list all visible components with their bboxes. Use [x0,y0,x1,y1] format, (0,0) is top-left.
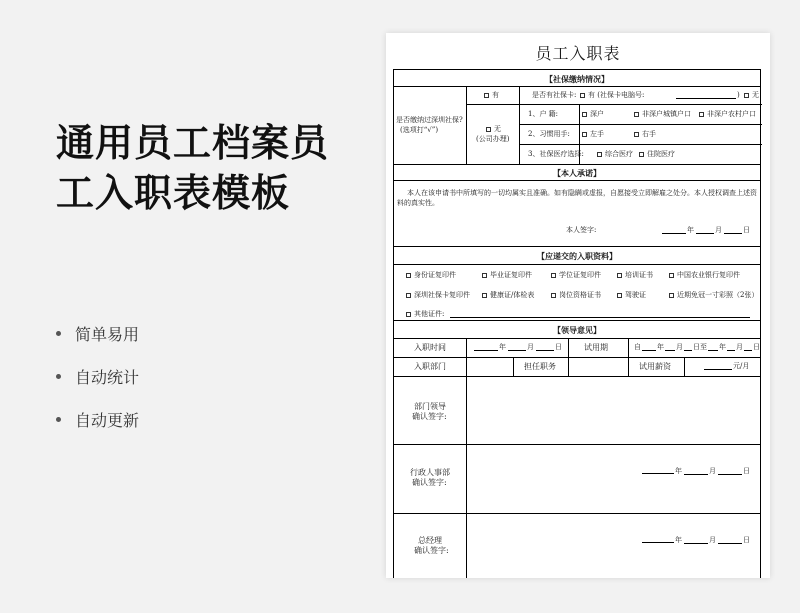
entry-day-field[interactable] [536,344,554,351]
checkbox-icon [482,293,487,298]
checkbox-icon [484,93,489,98]
month-label: 月 [676,343,683,351]
document-title: 员工入职表 [535,44,621,63]
entry-time-label: 入职时间 [414,343,446,352]
day-label: 日 [555,343,562,351]
hukou-option[interactable]: 非深户城镇户口 [634,110,691,119]
checkbox-icon [669,293,674,298]
hukou-option[interactable]: 非深户农村户口 [699,110,756,119]
month-label: 月 [736,343,743,351]
section-header-leader: 【领导意见】 [553,325,601,335]
feature-item [56,398,139,441]
from-label: 自 [634,343,641,351]
social-question: 是否缴纳过深圳社保? [396,116,463,124]
medical-option[interactable]: 综合医疗 [597,150,633,159]
checkbox-icon [744,93,749,98]
doc-checkbox[interactable]: 近期免冠一寸彩照（2张） [669,291,758,300]
dept-sign-month-field[interactable] [684,468,708,475]
checkbox-icon [699,112,704,117]
checkbox-icon [639,152,644,157]
sign-year-field[interactable] [662,227,686,234]
day-label: 日 [753,343,760,351]
entry-year-field[interactable] [474,344,498,351]
hand-option[interactable]: 左手 [582,130,604,139]
social-yes-option[interactable]: 有 [484,91,499,100]
doc-checkbox[interactable]: 健康证/体检表 [482,291,534,300]
doc-checkbox[interactable]: 毕业证复印件 [482,271,532,280]
month-label: 月 [709,536,716,544]
social-no-note: (公司办理) [476,135,510,143]
sign-day-field[interactable] [724,227,742,234]
checkbox-icon [582,112,587,117]
hukou-option[interactable]: 深户 [582,110,604,119]
feature-label: 自动统计 [75,368,140,387]
section-header-documents: 【应递交的入职资料】 [537,251,617,261]
checkbox-icon [406,312,411,317]
day-label: 日 [743,536,750,544]
social-card-no[interactable]: 无 [744,91,759,100]
feature-list [56,312,139,441]
year-label: 年 [719,343,726,351]
doc-checkbox[interactable]: 中国农业银行复印件 [669,271,740,280]
prob-end-month-field[interactable] [727,344,735,351]
doc-checkbox[interactable]: 深圳社保卡复印件 [406,291,470,300]
year-label: 年 [499,343,506,351]
sign-month-field[interactable] [696,227,714,234]
checkbox-icon [634,132,639,137]
doc-checkbox[interactable]: 培训证书 [617,271,653,280]
hukou-label: 1、户 籍: [528,110,559,118]
dept-label: 入职部门 [414,362,446,371]
doc-checkbox[interactable]: 身份证复印件 [406,271,456,280]
gm-label: 总经理 [418,536,442,545]
bullet-dot-icon [56,417,61,422]
checkbox-icon [486,127,491,132]
card-number-field[interactable] [676,92,736,99]
pay-unit: 元/月 [733,362,750,370]
feature-label: 自动更新 [75,411,140,430]
prob-end-day-field[interactable] [744,344,752,351]
prob-start-month-field[interactable] [665,344,675,351]
checkbox-icon [580,93,585,98]
checkbox-icon [597,152,602,157]
hr-sign-day-field[interactable] [718,537,742,544]
pledge-text: 本人在该申请书中所填写的一切均属实且准确。如有隐瞒或虚报，自愿接受立即解雇之处分。本人授权调查上述资料的真实性。 [397,189,757,207]
checkbox-icon [551,293,556,298]
doc-checkbox[interactable]: 岗位资格证书 [551,291,601,300]
prob-start-day-field[interactable] [684,344,692,351]
medical-label: 3、社保医疗选择: [528,150,584,158]
month-label: 月 [709,467,716,475]
other-docs-field[interactable] [450,311,750,318]
social-card-yes[interactable]: 有 (社保卡电脑号: [580,91,644,100]
bullet-dot-icon [56,374,61,379]
self-sign-label: 本人签字: [566,226,597,234]
prob-end-year-field[interactable] [708,344,718,351]
position-label: 担任职务 [524,362,556,371]
dept-sign-year-field[interactable] [642,467,674,474]
medical-option[interactable]: 住院医疗 [639,150,675,159]
checkbox-icon [551,273,556,278]
checkbox-icon [582,132,587,137]
day-label: 日 [743,226,750,234]
year-label: 年 [675,467,682,475]
prob-pay-label: 试用薪资 [639,362,671,371]
year-label: 年 [687,226,694,234]
hand-option[interactable]: 右手 [634,130,656,139]
dept-sign-day-field[interactable] [718,468,742,475]
section-header-pledge: 【本人承诺】 [553,168,601,178]
doc-other-option[interactable]: 其他证件: [406,310,444,319]
feature-label: 简单易用 [75,325,140,344]
doc-checkbox[interactable]: 驾驶证 [617,291,646,300]
checkbox-icon [406,293,411,298]
checkbox-icon [617,273,622,278]
month-label: 月 [715,226,722,234]
form-table [393,69,761,578]
probation-label: 试用期 [584,343,608,352]
feature-item [56,355,139,398]
day-label: 日 [743,467,750,475]
hr-label: 行政人事部 [410,468,450,477]
confirm-sign-label: 确认签字: [412,412,447,421]
card-close-paren: ) [737,91,740,99]
hr-sign-year-field[interactable] [642,536,674,543]
bullet-dot-icon [56,331,61,336]
checkbox-icon [669,273,674,278]
form-document [386,33,770,578]
year-label: 年 [657,343,664,351]
section-header-social: 【社保缴纳情况】 [545,74,609,84]
social-no-option[interactable]: 无 [486,125,501,134]
year-label: 年 [675,536,682,544]
doc-checkbox[interactable]: 学位证复印件 [551,271,601,280]
page-title: 通用员工档案员工入职表模板 [56,121,330,215]
dept-leader-label: 部门领导 [414,402,446,411]
hand-label: 2、习惯用手: [528,130,570,138]
month-label: 月 [527,343,534,351]
checkbox-icon [406,273,411,278]
confirm-sign-label: 确认签字: [414,546,449,555]
social-hint: (选项打“√”) [400,126,439,134]
prob-start-year-field[interactable] [642,344,656,351]
social-card-label: 是否有社保卡: [532,91,577,99]
confirm-sign-label: 确认签字: [412,478,447,487]
to-label: 日至 [693,343,707,351]
pay-field[interactable] [704,363,732,370]
checkbox-icon [482,273,487,278]
feature-item [56,312,139,355]
hr-sign-month-field[interactable] [684,537,708,544]
entry-month-field[interactable] [508,344,526,351]
checkbox-icon [617,293,622,298]
checkbox-icon [634,112,639,117]
